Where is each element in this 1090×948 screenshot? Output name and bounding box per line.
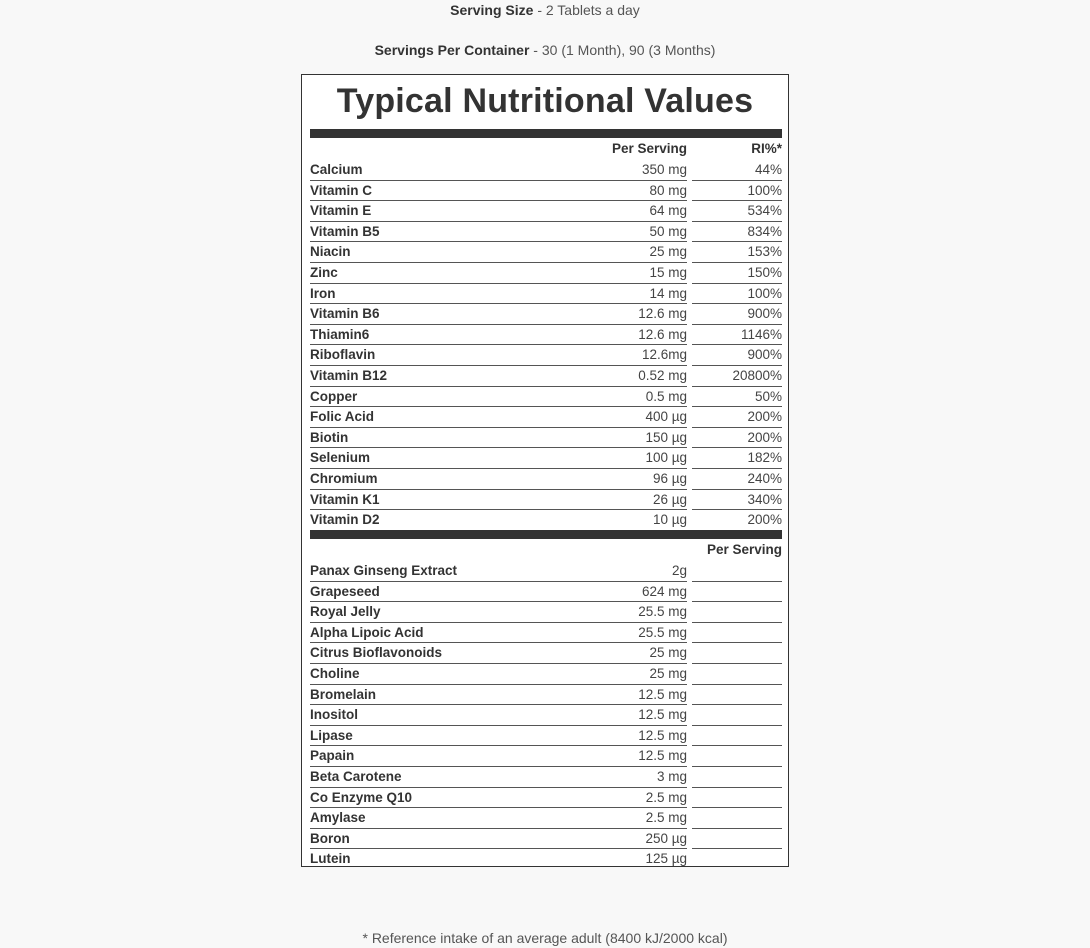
table-row (310, 366, 782, 387)
ingredient-amount: 2g (671, 563, 687, 578)
ri-header: RI%* (751, 141, 782, 156)
nutrient-name: Selenium (310, 450, 371, 466)
table-row (310, 448, 782, 469)
nutrient-amount: 80 mg (649, 182, 687, 198)
servings-per-container-label: Servings Per Container (374, 42, 530, 58)
serving-size-line (0, 2, 1090, 18)
ingredient-amount: 2.5 mg (645, 810, 687, 826)
table-row (310, 705, 782, 726)
nutrient-name: Riboflavin (310, 347, 376, 363)
nutrient-amount: 12.6 mg (638, 326, 687, 342)
nutrient-name: Vitamin E (310, 203, 372, 219)
nutrient-ri: 50% (754, 388, 782, 404)
nutrient-ri: 20800% (732, 368, 782, 383)
table-row (310, 222, 782, 243)
ingredient-amount: 25.5 mg (638, 624, 687, 640)
nutrient-name: Iron (310, 285, 336, 301)
per-serving-header: Per Serving (611, 141, 687, 156)
nutrient-ri: 900% (747, 306, 782, 322)
table-row (310, 469, 782, 490)
table-row (310, 788, 782, 809)
table-row (310, 160, 782, 181)
nutrient-amount: 50 mg (649, 223, 687, 239)
nutrient-amount: 14 mg (649, 285, 687, 301)
ingredient-name: Lipase (310, 727, 353, 743)
ingredient-name: Alpha Lipoic Acid (310, 624, 424, 640)
table-row (310, 561, 782, 582)
ingredient-name: Co Enzyme Q10 (310, 789, 413, 805)
nutrient-ri: 240% (747, 471, 782, 486)
nutrient-amount: 15 mg (649, 265, 687, 280)
ingredient-amount: 25 mg (649, 666, 687, 681)
nutrient-ri: 200% (747, 429, 782, 445)
nutrient-amount: 12.6 mg (638, 306, 687, 322)
table-row (310, 829, 782, 850)
nutrient-ri: 1146% (740, 326, 782, 342)
nutrient-ri: 900% (747, 347, 782, 363)
nutrient-amount: 0.5 mg (645, 388, 687, 404)
servings-per-container-value: - 30 (1 Month), 90 (3 Months) (529, 42, 716, 58)
nutrient-ri: 153% (747, 244, 782, 260)
nutrient-name: Vitamin K1 (310, 491, 380, 507)
ingredient-name: Royal Jelly (310, 604, 381, 620)
servings-per-container-line (0, 42, 1090, 58)
nutrient-name: Biotin (310, 429, 349, 445)
nutrient-ri: 200% (747, 409, 782, 425)
table-row (310, 849, 782, 870)
nutrient-ri: 340% (747, 491, 782, 507)
table-row (310, 325, 782, 346)
nutrient-name: Chromium (310, 471, 378, 486)
nutrient-amount: 150 µg (645, 429, 687, 445)
table-row (310, 726, 782, 747)
table-row (310, 685, 782, 706)
table-row (310, 181, 782, 202)
nutrient-amount: 64 mg (649, 203, 687, 219)
per-serving-header-2: Per Serving (706, 542, 782, 557)
nutrient-name: Thiamin6 (310, 326, 370, 342)
table-row (310, 387, 782, 408)
nutrient-name: Vitamin D2 (310, 512, 380, 528)
table-row (310, 602, 782, 623)
table-row (310, 510, 782, 531)
nutrient-name: Niacin (310, 244, 351, 260)
ingredient-name: Panax Ginseng Extract (310, 563, 458, 578)
nutrient-amount: 26 µg (652, 491, 687, 507)
ingredient-name: Lutein (310, 851, 351, 867)
table-row (310, 284, 782, 305)
table-row (310, 263, 782, 284)
nutrient-amount: 400 µg (645, 409, 687, 425)
ingredient-name: Amylase (310, 810, 366, 826)
table-row (310, 304, 782, 325)
nutrient-ri: 100% (747, 285, 782, 301)
table-row (310, 808, 782, 829)
table-row (310, 664, 782, 685)
nutrient-amount: 25 mg (649, 244, 687, 260)
ingredient-name: Bromelain (310, 686, 377, 702)
nutrient-name: Copper (310, 388, 358, 404)
header-divider-bar (310, 129, 782, 138)
serving-size-label: Serving Size (450, 2, 534, 18)
table-row (310, 345, 782, 366)
nutrient-name: Calcium (310, 162, 363, 177)
ingredient-name: Papain (310, 748, 355, 764)
ingredient-amount: 25 mg (649, 645, 687, 661)
nutrient-name: Folic Acid (310, 409, 375, 425)
ingredient-amount: 12.5 mg (638, 748, 687, 764)
ingredient-name: Grapeseed (310, 583, 380, 599)
footnote: * Reference intake of an average adult (8400 kJ/2000 kcal) (362, 930, 728, 946)
nutrient-amount: 100 µg (645, 450, 687, 466)
ingredient-amount: 125 µg (645, 851, 687, 867)
ingredient-amount: 624 mg (641, 583, 687, 599)
table-row (310, 582, 782, 603)
ingredient-amount: 2.5 mg (645, 789, 687, 805)
ingredient-name: Boron (310, 830, 350, 846)
nutrient-ri: 534% (747, 203, 782, 219)
ingredient-amount: 12.5 mg (638, 727, 687, 743)
ingredient-name: Choline (310, 666, 360, 681)
nutrient-name: Vitamin B6 (310, 306, 380, 322)
table-row (310, 643, 782, 664)
nutrient-name: Zinc (310, 265, 338, 280)
table-row (310, 767, 782, 788)
nutrient-amount: 12.6mg (641, 347, 687, 363)
ingredient-name: Inositol (310, 707, 358, 723)
nutrient-ri: 834% (747, 223, 782, 239)
section-divider-bar (310, 530, 782, 539)
nutrient-amount: 96 µg (652, 471, 687, 486)
nutrient-name: Vitamin B5 (310, 223, 380, 239)
table-row (310, 242, 782, 263)
table-row (310, 201, 782, 222)
nutrient-ri: 100% (747, 182, 782, 198)
table-row (310, 746, 782, 767)
label-title: Typical Nutritional Values (336, 82, 754, 120)
table-row (310, 428, 782, 449)
ingredient-amount: 3 mg (656, 769, 687, 784)
nutrient-amount: 0.52 mg (638, 368, 687, 383)
ingredient-amount: 12.5 mg (638, 686, 687, 702)
ingredient-name: Beta Carotene (310, 769, 402, 784)
ingredient-name: Citrus Bioflavonoids (310, 645, 443, 661)
nutrient-ri: 200% (747, 512, 782, 528)
nutrient-ri: 44% (754, 162, 782, 177)
table-row (310, 490, 782, 511)
nutrient-name: Vitamin C (310, 182, 373, 198)
nutrient-ri: 150% (747, 265, 782, 280)
nutrient-amount: 10 µg (652, 512, 687, 528)
ingredient-amount: 250 µg (645, 830, 687, 846)
nutrient-ri: 182% (747, 450, 782, 466)
table-row (310, 623, 782, 644)
ingredient-amount: 25.5 mg (638, 604, 687, 620)
nutrient-amount: 350 mg (641, 162, 687, 177)
serving-size-value: - 2 Tablets a day (533, 2, 640, 18)
nutrient-name: Vitamin B12 (310, 368, 388, 383)
table-row (310, 407, 782, 428)
ingredient-amount: 12.5 mg (638, 707, 687, 723)
